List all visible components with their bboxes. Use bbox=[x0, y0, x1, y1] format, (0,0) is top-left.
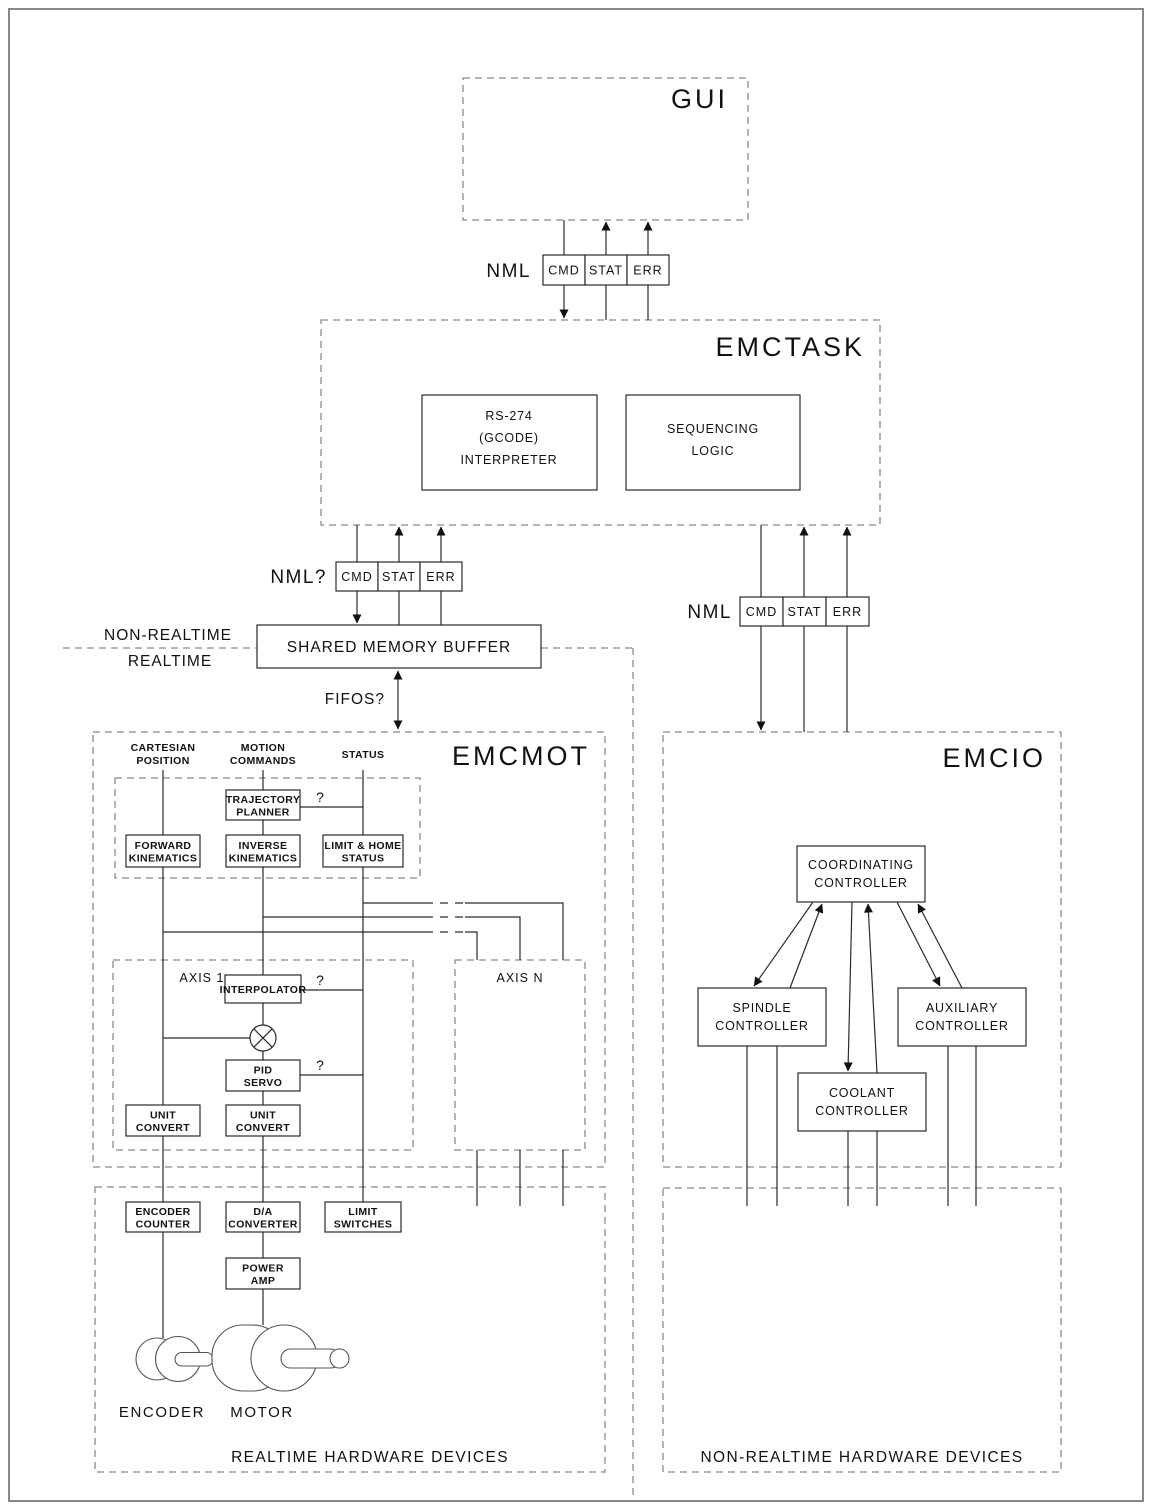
interpreter-line3: INTERPRETER bbox=[460, 453, 558, 467]
da-converter-line1: D/A bbox=[253, 1206, 273, 1218]
spindle-stat-arrow bbox=[790, 904, 822, 988]
motor-label: MOTOR bbox=[230, 1404, 294, 1421]
auxiliary-stat-arrow bbox=[918, 904, 962, 988]
encoder-drawing bbox=[136, 1337, 213, 1382]
interpolator-label: INTERPOLATOR bbox=[219, 984, 307, 996]
nonrealtime-hardware-caption: NON-REALTIME HARDWARE DEVICES bbox=[700, 1449, 1024, 1466]
spindle-controller-line2: CONTROLLER bbox=[715, 1019, 809, 1033]
sequencing-line1: SEQUENCING bbox=[666, 422, 760, 436]
nonrealtime-hardware-box bbox=[663, 1188, 1061, 1472]
emcmot-box bbox=[93, 732, 605, 1167]
coolant-stat-arrow bbox=[868, 904, 877, 1073]
auxiliary-cmd-arrow bbox=[897, 902, 940, 986]
unit-convert-b-line2: CONVERT bbox=[235, 1122, 291, 1134]
da-converter-line2: CONVERTER bbox=[228, 1218, 298, 1231]
motion-commands-label1: MOTION bbox=[240, 742, 286, 754]
nml-emcio-channel bbox=[687, 525, 869, 732]
emcio-title: EMCIO bbox=[942, 743, 1046, 773]
nml-gui-channel bbox=[486, 220, 669, 320]
cartesian-position-label2: POSITION bbox=[136, 755, 190, 767]
realtime-hardware-section bbox=[119, 1202, 509, 1466]
fifos-label: FIFOS? bbox=[324, 691, 385, 708]
nml-io-cmd-text: CMD bbox=[745, 605, 778, 619]
pid-servo-line2: SERVO bbox=[243, 1077, 283, 1089]
coolant-controller-line2: CONTROLLER bbox=[815, 1104, 909, 1118]
interpreter-line2: (GCODE) bbox=[479, 431, 539, 445]
nml-io-stat-text: STAT bbox=[787, 605, 822, 619]
shared-memory-buffer-label: SHARED MEMORY BUFFER bbox=[286, 639, 512, 656]
trajectory-planner-line1: TRAJECTORY bbox=[225, 794, 301, 806]
coordinating-controller-box bbox=[797, 846, 925, 902]
forward-kinematics-line1: FORWARD bbox=[134, 840, 192, 852]
realtime-hardware-caption: REALTIME HARDWARE DEVICES bbox=[231, 1449, 509, 1466]
coolant-cmd-arrow bbox=[848, 902, 852, 1071]
nml-mot-err-text: ERR bbox=[426, 570, 456, 584]
trajectory-planner-line2: PLANNER bbox=[236, 806, 290, 819]
inverse-kinematics-line2: KINEMATICS bbox=[228, 852, 298, 865]
gui-title: GUI bbox=[670, 84, 728, 114]
auxiliary-controller-box bbox=[898, 988, 1026, 1046]
motor-drawing bbox=[212, 1325, 349, 1391]
interpreter-line1: RS-274 bbox=[485, 409, 533, 423]
nml-io-label: NML bbox=[687, 602, 732, 623]
unit-convert-a-line2: CONVERT bbox=[135, 1122, 191, 1134]
nml-gui-cmd-text: CMD bbox=[548, 263, 580, 278]
nml-mot-cmd-text: CMD bbox=[341, 570, 373, 584]
coolant-controller-line1: COOLANT bbox=[828, 1086, 896, 1100]
spindle-controller-line1: SPINDLE bbox=[732, 1001, 792, 1015]
interpolator-question-mark: ? bbox=[316, 972, 324, 988]
power-amp-line2: AMP bbox=[250, 1275, 276, 1287]
coolant-controller-box bbox=[798, 1073, 926, 1131]
encoder-label: ENCODER bbox=[118, 1404, 206, 1421]
emcmot-section bbox=[126, 741, 590, 1338]
encoder-counter-line1: ENCODER bbox=[135, 1206, 191, 1218]
spindle-controller-box bbox=[698, 988, 826, 1046]
emcio-section bbox=[698, 743, 1046, 1206]
motion-commands-label2: COMMANDS bbox=[229, 755, 297, 767]
power-amp-line1: POWER bbox=[242, 1262, 284, 1275]
summing-junction bbox=[250, 1025, 276, 1051]
limit-home-status-line2: STATUS bbox=[341, 852, 385, 865]
status-label: STATUS bbox=[341, 749, 385, 761]
nml-gui-label: NML bbox=[486, 261, 531, 282]
nml-mot-stat-text: STAT bbox=[381, 570, 417, 584]
axisn-output-lines bbox=[477, 1150, 563, 1206]
unit-convert-a-line1: UNIT bbox=[149, 1109, 177, 1122]
realtime-label: REALTIME bbox=[127, 653, 213, 670]
auxiliary-controller-line2: CONTROLLER bbox=[915, 1019, 1009, 1033]
pid-question-mark: ? bbox=[316, 1057, 324, 1073]
coordinating-controller-line1: COORDINATING bbox=[808, 858, 914, 872]
sequencing-line2: LOGIC bbox=[691, 444, 735, 458]
nml-mot-label: NML? bbox=[270, 567, 327, 588]
auxiliary-controller-line1: AUXILIARY bbox=[925, 1001, 999, 1015]
forward-kinematics-line2: KINEMATICS bbox=[128, 852, 198, 865]
sequencing-logic-box bbox=[626, 395, 800, 490]
axisn-box bbox=[455, 960, 585, 1150]
fifos-link bbox=[325, 671, 398, 729]
non-realtime-label: NON-REALTIME bbox=[104, 627, 232, 644]
inverse-kinematics-line1: INVERSE bbox=[238, 840, 288, 852]
emctask-section bbox=[422, 332, 865, 490]
coordinating-controller-line2: CONTROLLER bbox=[814, 876, 908, 890]
trajectory-question-mark: ? bbox=[316, 789, 324, 805]
spindle-cmd-arrow bbox=[754, 902, 813, 986]
nonrealtime-hardware-section bbox=[700, 1449, 1023, 1466]
nml-gui-err-text: ERR bbox=[633, 263, 663, 278]
emctask-title: EMCTASK bbox=[715, 332, 865, 362]
nml-io-err-text: ERR bbox=[832, 605, 863, 619]
axis1-label: AXIS 1 bbox=[179, 971, 225, 985]
shared-memory-buffer bbox=[257, 625, 541, 668]
nml-emcmot-channel bbox=[270, 525, 462, 625]
pid-servo-line1: PID bbox=[253, 1064, 273, 1077]
emcmot-title: EMCMOT bbox=[452, 741, 590, 771]
limit-switches-line1: LIMIT bbox=[348, 1206, 378, 1218]
limit-switches-line2: SWITCHES bbox=[333, 1218, 393, 1231]
axisn-label: AXIS N bbox=[496, 971, 544, 985]
limit-home-status-line1: LIMIT & HOME bbox=[324, 840, 402, 852]
unit-convert-b-line1: UNIT bbox=[249, 1109, 277, 1122]
cartesian-position-label1: CARTESIAN bbox=[130, 742, 196, 754]
nml-gui-stat-text: STAT bbox=[588, 263, 624, 278]
encoder-counter-line2: COUNTER bbox=[135, 1218, 191, 1231]
